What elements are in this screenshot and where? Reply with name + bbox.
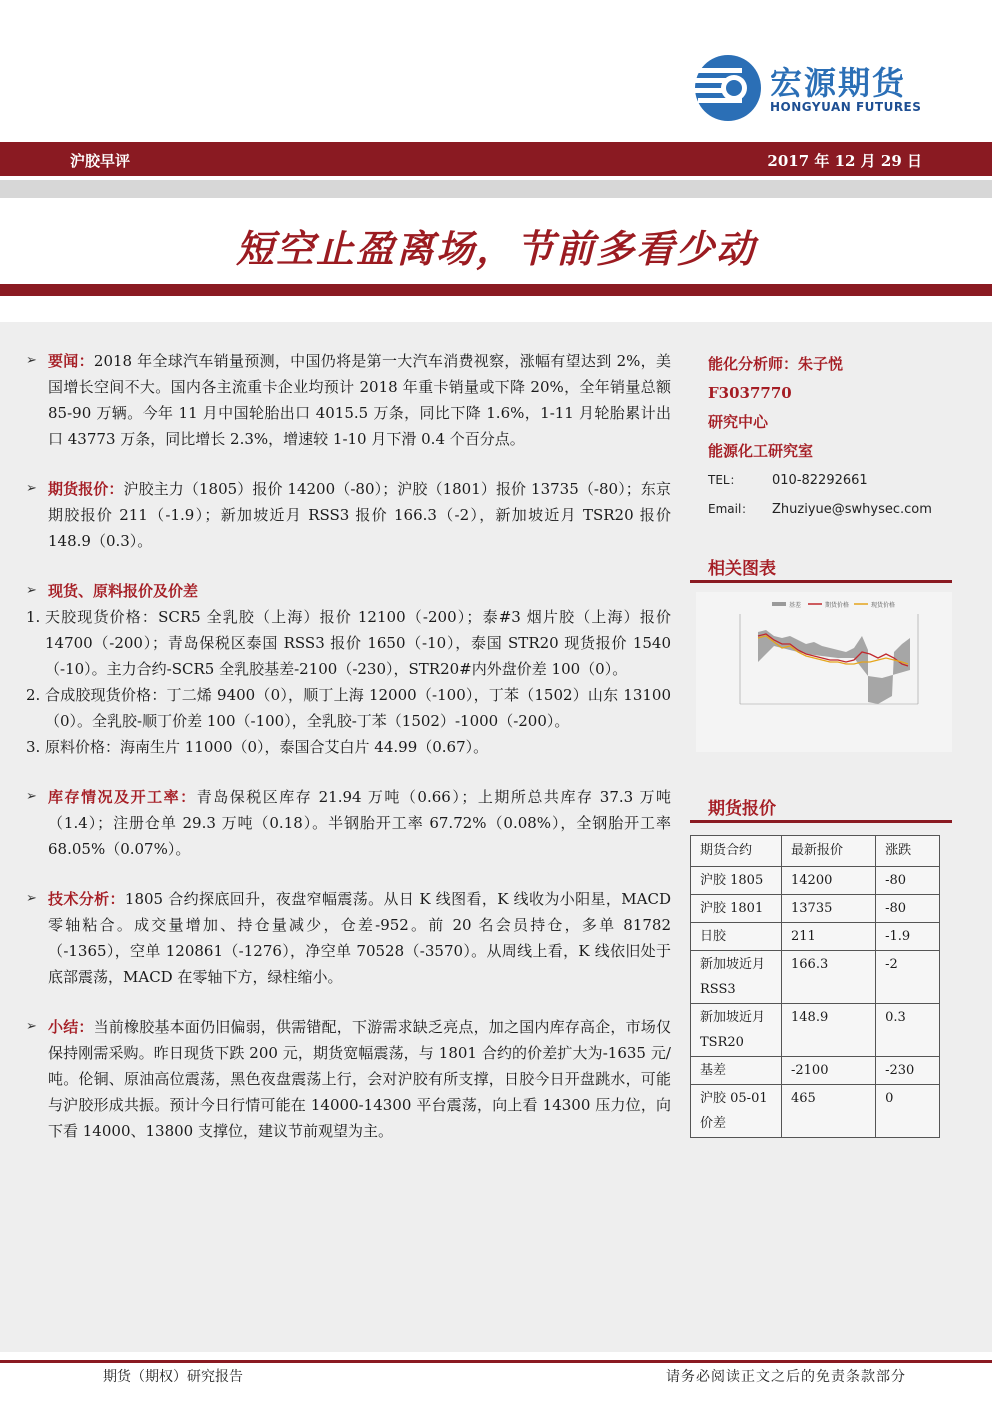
table-header-row bbox=[691, 836, 940, 867]
futures-quote-label: 期货报价 bbox=[708, 799, 776, 819]
email-label: Email： bbox=[708, 502, 754, 516]
spot-item bbox=[26, 734, 671, 760]
table-row bbox=[691, 951, 940, 1004]
table-cell: 新加坡近月 TSR20 bbox=[691, 1004, 782, 1057]
news-text: 2018 年全球汽车销量预测，中国仍将是第一大汽车消费视察，涨幅有望达到 2%，美国增长空间不大。国内各主流重卡企业均预计 2018 年重卡销量或下降 20%，全年销量总额 85-90 万辆。今年 11 月中国轮胎出口 4015.5 万条，同比下降 1.6%，1-11 月轮胎累计出口 43773 万条，同比增长 2.3%，增速较 1-10 月下滑 0.4 个百分点。 bbox=[48, 352, 671, 448]
table-cell: 沪胶 1805 bbox=[691, 867, 782, 895]
futures-quote-table bbox=[690, 835, 940, 1138]
table-cell: 沪胶 05-01 价差 bbox=[691, 1085, 782, 1138]
brand-subtitle: HONGYUAN FUTURES bbox=[770, 100, 922, 114]
inventory-section bbox=[26, 784, 671, 862]
analyst-title: 能化分析师：朱子悦 bbox=[708, 355, 844, 373]
analyst-tel bbox=[708, 466, 958, 495]
footer-disclaimer: 请务必阅读正文之后的免责条款部分 bbox=[666, 1369, 906, 1385]
technical-label: 技术分析： bbox=[48, 890, 125, 908]
item-number: 2. bbox=[26, 686, 41, 704]
table-header-cell: 涨跌 bbox=[876, 836, 940, 867]
table-cell: 沪胶 1801 bbox=[691, 895, 782, 923]
tel-label: TEL： bbox=[708, 473, 742, 487]
arrow-bullet-icon: ➢ bbox=[26, 353, 37, 368]
table-cell: 0 bbox=[876, 1085, 940, 1138]
report-title: 短空止盈离场，节前多看少动 bbox=[235, 226, 756, 271]
footer-rule bbox=[0, 1360, 992, 1363]
table-row bbox=[691, 923, 940, 951]
main-column bbox=[26, 348, 671, 1168]
arrow-bullet-icon: ➢ bbox=[26, 481, 37, 496]
technical-section bbox=[26, 886, 671, 990]
table-cell: 基差 bbox=[691, 1057, 782, 1085]
table-cell: 日胶 bbox=[691, 923, 782, 951]
table-cell: -80 bbox=[876, 895, 940, 923]
summary-section bbox=[26, 1014, 671, 1144]
table-cell: 148.9 bbox=[782, 1004, 876, 1057]
legend-swatch-basis bbox=[772, 602, 786, 606]
table-row bbox=[691, 867, 940, 895]
table-cell: 465 bbox=[782, 1085, 876, 1138]
table-cell: 新加坡近月 RSS3 bbox=[691, 951, 782, 1004]
item-text: 原料价格：海南生片 11000（0），泰国合艾白片 44.99（0.67）。 bbox=[45, 738, 489, 756]
news-label: 要闻： bbox=[48, 352, 94, 370]
legend-futures: 期货价格 bbox=[825, 602, 850, 609]
spot-item bbox=[26, 604, 671, 682]
table-cell: -1.9 bbox=[876, 923, 940, 951]
inventory-label: 库存情况及开工率： bbox=[48, 788, 197, 806]
table-row bbox=[691, 895, 940, 923]
futures-text: 沪胶主力（1805）报价 14200（-80）；沪胶（1801）报价 13735（-80）；东京期胶报价 211（-1.9）；新加坡近月 RSS3 报价 166.3（-2），新加坡近月 TSR20 报价 148.9（0.3）。 bbox=[48, 480, 671, 550]
spot-item bbox=[26, 682, 671, 734]
arrow-bullet-icon: ➢ bbox=[26, 789, 37, 804]
arrow-bullet-icon: ➢ bbox=[26, 583, 37, 598]
email-value[interactable]: Zhuziyue@swhysec.com bbox=[772, 502, 932, 517]
spot-section bbox=[26, 578, 671, 760]
report-date: 2017 年 12 月 29 日 bbox=[767, 152, 922, 170]
arrow-bullet-icon: ➢ bbox=[26, 891, 37, 906]
table-cell: 211 bbox=[782, 923, 876, 951]
table-row bbox=[691, 1057, 940, 1085]
summary-label: 小结： bbox=[48, 1018, 94, 1036]
table-header-cell: 最新报价 bbox=[782, 836, 876, 867]
title-rule bbox=[0, 284, 992, 296]
analyst-license: F3037770 bbox=[708, 384, 792, 402]
item-text: 合成胶现货价格：丁二烯 9400（0），顺丁上海 12000（-100），丁苯（1502）山东 13100（0）。全乳胶-顺丁价差 100（-100），全乳胶-丁苯（1502）-1000（-200）。 bbox=[45, 686, 671, 730]
futures-label: 期货报价： bbox=[48, 480, 124, 498]
futures-quote-header bbox=[690, 790, 952, 823]
spot-label: 现货、原料报价及价差 bbox=[48, 582, 199, 600]
table-cell: 166.3 bbox=[782, 951, 876, 1004]
report-category: 沪胶早评 bbox=[70, 152, 131, 170]
summary-text: 当前橡胶基本面仍旧偏弱，供需错配，下游需求缺乏亮点，加之国内库存高企，市场仅保持刚需采购。昨日现货下跌 200 元，期货宽幅震荡，与 1801 合约的价差扩大为-1635 元/吨。伦铜、原油高位震荡，黑色夜盘震荡上行，会对沪胶有所支撑，日胶今日开盘跳水，可能与沪胶形成共振。预计今日行情可能在 14000-14300 平台震荡，向上看 14300 压力位，向下看 14000、13800 支撑位，建议节前观望为主。 bbox=[48, 1018, 671, 1140]
table-cell: -80 bbox=[876, 867, 940, 895]
technical-text: 1805 合约探底回升，夜盘窄幅震荡。从日 K 线图看，K 线收为小阳星，MACD 零轴粘合。成交量增加、持仓量减少，仓差-952。前 20 名会员持仓，多单 81782（-1365），空单 120861（-1276），净空单 70528（-3570）。从周线上看，K 线依旧处于底部震荡，MACD 在零轴下方，绿柱缩小。 bbox=[48, 890, 671, 986]
table-cell: 13735 bbox=[782, 895, 876, 923]
inventory-text: 青岛保税区库存 21.94 万吨（0.66）；上期所总共库存 37.3 万吨（1.4）；注册仓单 29.3 万吨（0.18）。半钢胎开工率 67.72%（0.08%），全钢胎开工率 68.05%（0.07%）。 bbox=[48, 788, 671, 858]
table-cell: -230 bbox=[876, 1057, 940, 1085]
futures-section bbox=[26, 476, 671, 554]
item-number: 1. bbox=[26, 608, 41, 626]
table-cell: 14200 bbox=[782, 867, 876, 895]
analyst-subdept: 能源化工研究室 bbox=[708, 442, 814, 460]
arrow-bullet-icon: ➢ bbox=[26, 1019, 37, 1034]
footer-report-type: 期货（期权）研究报告 bbox=[103, 1369, 243, 1385]
legend-basis: 基差 bbox=[789, 602, 802, 609]
related-chart-label: 相关图表 bbox=[708, 559, 776, 579]
table-row bbox=[691, 1004, 940, 1057]
tel-value: 010-82292661 bbox=[772, 473, 868, 488]
analyst-info bbox=[708, 350, 958, 524]
table-header-cell: 期货合约 bbox=[691, 836, 782, 867]
basis-price-chart bbox=[696, 592, 952, 752]
brand-name: 宏源期货 bbox=[770, 64, 907, 102]
item-text: 天胶现货价格：SCR5 全乳胶（上海）报价 12100（-200）；泰#3 烟片胶（上海）报价 14700（-200）；青岛保税区泰国 RSS3 报价 1650（-10），泰国 STR20 现货报价 1540（-10）。主力合约-SCR5 全乳胶基差-2100（-230），STR20#内外盘价差 100（0）。 bbox=[45, 608, 671, 678]
related-chart-header bbox=[690, 550, 952, 583]
news-section bbox=[26, 348, 671, 452]
analyst-dept: 研究中心 bbox=[708, 413, 769, 431]
table-cell: 0.3 bbox=[876, 1004, 940, 1057]
legend-spot: 现货价格 bbox=[871, 602, 896, 609]
table-cell: -2100 bbox=[782, 1057, 876, 1085]
analyst-email bbox=[708, 495, 958, 524]
table-row bbox=[691, 1085, 940, 1138]
item-number: 3. bbox=[26, 738, 41, 756]
table-cell: -2 bbox=[876, 951, 940, 1004]
header-divider bbox=[0, 180, 992, 198]
